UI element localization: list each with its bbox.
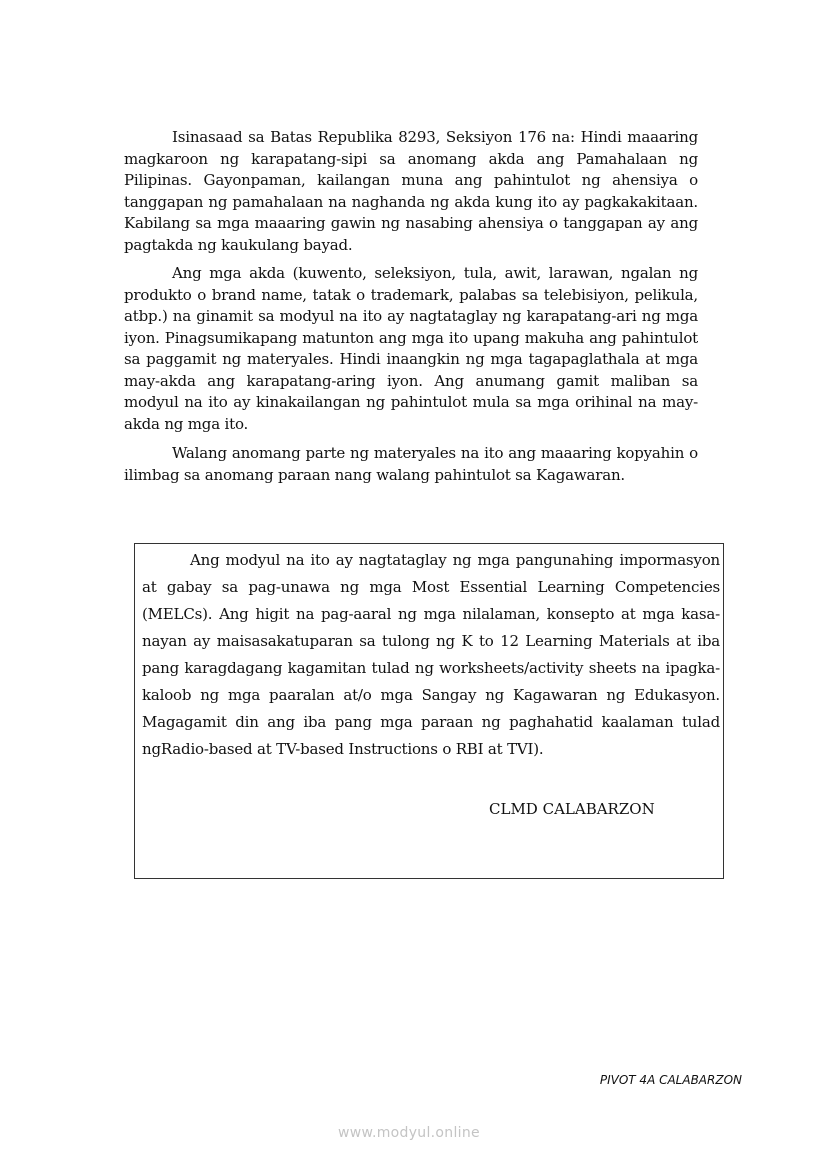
box-paragraph: Ang modyul na ito ay nagtataglay ng mga pangunahing impormasyon at gabay sa pag-unawa ng mga Most Essential Learning Competencies (MELCs). Ang higit na pag-aaral ng mga nilalaman, konsepto at mga kasa-nayan ay maisasakatuparan sa tulong ng K to 12 Learning Materials at iba pang karagdagang kagamitan tulad ng worksheets/activity sheets na ipagka-kaloob ng mga paaralan at/o mga Sangay ng Kagawaran ng Edukasyon. Magagamit din ang iba pang mga paraan ng paghahatid kaalaman tulad ngRadio-based at TV-based Instructions o RBI at TVI). — [142, 551, 720, 758]
page-footer: PIVOT 4A CALABARZON — [599, 1073, 742, 1087]
rights-paragraph — [124, 263, 698, 435]
paragraph-text: Ang mga akda (kuwento, seleksiyon, tula, awit, larawan, ngalan ng produkto o brand name, tatak o trademark, palabas sa telebisiyon, pelikula, atbp.) na ginamit sa modyul na ito ay nagtataglay ng karapatang-ari ng mga iyon. Pinagsumikapang matunton ang mga ito upang makuha ang pahintulot sa paggamit ng materyales. Hindi inaangkin ng mga tagapaglathala at mga may-akda ang karapatang-aring iyon. Ang anumang gamit maliban sa modyul na ito ay kinakailangan ng pahintulot mula sa mga orihinal na may-akda ng mga ito. — [124, 264, 698, 433]
paragraph-text: Isinasaad sa Batas Republika 8293, Seksiyon 176 na: Hindi maaaring magkaroon ng karapatang-sipi sa anomang akda ang Pamahalaan ng Pilipinas. Gayonpaman, kailangan muna ang pahintulot ng ahensiya o tanggapan ng pamahalaan na naghanda ng akda kung ito ay pagkakakitaan. Kabilang sa mga maaaring gawin ng nasabing ahensiya o tanggapan ay ang pagtakda ng kaukulang bayad. — [124, 128, 698, 254]
signature: CLMD CALABARZON — [489, 800, 655, 818]
paragraph-text: Walang anomang parte ng materyales na ito ang maaaring kopyahin o ilimbag sa anomang paraan nang walang pahintulot sa Kagawaran. — [124, 444, 698, 484]
module-info-text — [142, 547, 720, 763]
module-info-box — [134, 543, 724, 879]
copyright-paragraph — [124, 127, 698, 256]
watermark: www.modyul.online — [338, 1125, 480, 1141]
reproduction-paragraph — [124, 443, 698, 486]
